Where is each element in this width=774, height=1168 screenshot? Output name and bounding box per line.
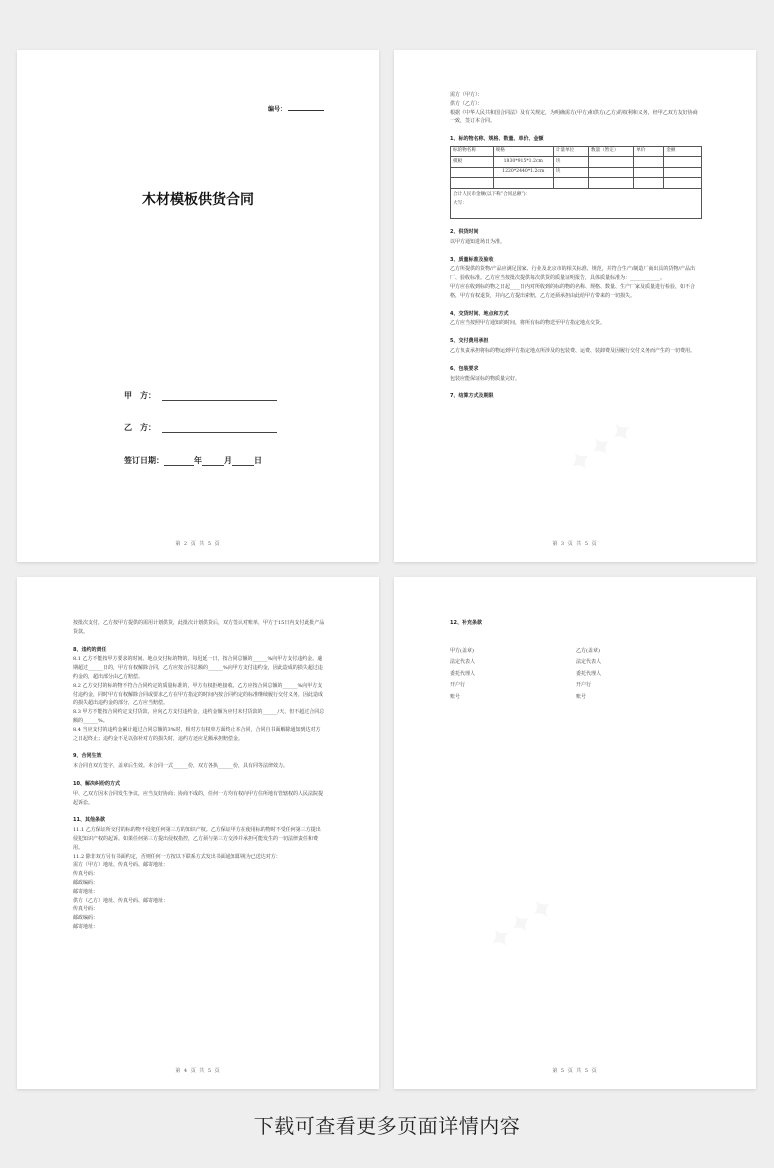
section-text: 甲、乙双方因本合同发生争议，应当友好协商；协商不成的，任何一方均有权向甲方住所地有管辖权的人民法院提起诉讼。 [73, 790, 324, 806]
signature-line: 委托代理人 [576, 670, 602, 677]
year-label: 年 [194, 456, 202, 465]
signature-line: 开户行 [450, 682, 466, 689]
table-header-cell: 数量（暂定） [589, 146, 634, 157]
signature-line: 开户行 [576, 682, 592, 689]
party-a-label: 甲 方： [124, 391, 156, 400]
contact-line: 传真号码： [73, 906, 99, 913]
table-cell [589, 157, 634, 168]
section-text: 乙方所提供的货物/产品应满足国家、行业及北京市的相关标准、规范，并符合生产/制造厂商出具的货物/产品出厂、验收标准。乙方应当按批次提供每次供货的质量证明报告，具体质量标准为：____________。 [450, 266, 696, 282]
section-heading: 2、供货时间 [450, 228, 479, 235]
table-cell: 块 [553, 157, 588, 168]
signature-line: 法定代表人 [450, 659, 476, 666]
table-header-cell: 计量单位 [553, 146, 588, 157]
total-amount-line: 合计人民币金额(以下称“合同总额”)： [453, 191, 531, 197]
section-text: 本合同自双方签字，盖章后生效。本合同一式______份，双方各执______份，具有同等法律效力。 [73, 763, 289, 770]
table-cell [553, 178, 588, 189]
contact-line: 邮寄地址： [73, 888, 99, 895]
table-cell [589, 167, 634, 178]
signature-block [450, 646, 702, 704]
signature-line: 甲方(盖章) [450, 647, 474, 654]
section-text: 甲方应在收到标的物之日起____日内对所收到的标的物的名称、规格、数量、生产厂家及质量进行检验，如不合格，甲方有权退货，并向乙方提出索赔，乙方还须承担由此给甲方带来的一切损失。 [450, 283, 696, 299]
table-row [451, 178, 702, 189]
page-3-content [450, 91, 702, 402]
section-heading: 6、包装要求 [450, 365, 479, 372]
table-cell [634, 178, 664, 189]
section-heading: 5、交付费用承担 [450, 338, 489, 345]
table-cell [451, 178, 494, 189]
sign-date-label: 签订日期： [124, 456, 164, 465]
section-text: 11.1 乙方保证所交付的标的物不侵犯任何第三方的知识产权。乙方保证甲方在使用标的物时不受任何第三方提出侵犯知识产权的起诉。如果任何第三方提出侵权指控，乙方须与第三方交涉并承担可能发生的一切法律责任和费用。 [73, 827, 321, 851]
section-text: 8.2 乙方交付的标的物不符合合同约定的质量标准的，甲方有权拒绝接收。乙方应按合同总额的______%向甲方支付违约金，同时甲方有权解除合同或要求乙方在甲方指定的时间内按合同约定的标准继续履行交付义务，因此造成的损失超出违约金的部分，乙方应当赔偿。 [73, 682, 324, 707]
section-text: 乙方应当按照甲方通知的时间，将所有标的物送至甲方指定地点交货。 [450, 320, 606, 327]
party-b-line [162, 425, 277, 433]
page-footer: 第 4 页 共 5 页 [175, 1068, 221, 1074]
intro-line: 需方（甲方）： [450, 92, 483, 98]
table-cell [589, 178, 634, 189]
page-5-content [450, 619, 702, 703]
section-text: 8.3 甲方不能按合同约定支付货款，应向乙方支付违约金，违约金额为应付未付货款的______/天，但不超过合同总额的______%。 [73, 709, 325, 724]
party-b-row [124, 422, 277, 433]
table-header-cell: 单价 [634, 146, 664, 157]
contract-page-4 [17, 577, 379, 1089]
table-cell: 模板 [451, 157, 494, 168]
month-blank [202, 458, 224, 466]
page-footer: 第 3 页 共 5 页 [552, 541, 598, 547]
table-cell [664, 167, 702, 178]
table-cell [664, 157, 702, 168]
contract-number-line [288, 110, 324, 111]
table-cell [634, 167, 664, 178]
signature-line: 账号 [576, 693, 587, 700]
party-a-line [162, 393, 277, 401]
sign-date-row [124, 455, 262, 466]
contact-line: 需方（甲方）地址、传真号码、邮寄地址： [73, 862, 169, 869]
table-header-cell: 规格 [493, 146, 553, 157]
contact-line: 传真号码： [73, 871, 99, 878]
contact-line: 邮政编码： [73, 879, 99, 886]
table-row [451, 167, 702, 178]
section-heading: 1、标的物名称、规格、数量、单价、金额 [450, 136, 544, 143]
table-header-cell: 标的物名称 [451, 146, 494, 157]
section-text: 按批次支付，乙方按甲方提供的需用计划供货，此批次计划供货后，双方签认对账单，甲方于15日内支付此批产品货款。 [73, 620, 325, 635]
contact-line: 邮寄地址： [73, 923, 99, 930]
section-text: 包装应能保证标的物质量完好。 [450, 375, 521, 382]
section-text: 以甲方通知进场日为准。 [450, 238, 506, 245]
section-heading: 10、解决纠纷的方式 [73, 780, 120, 787]
party-a-signature [450, 646, 576, 704]
goods-table [450, 146, 702, 219]
table-total-cell [451, 188, 702, 218]
watermark [561, 412, 643, 484]
signature-line: 法定代表人 [576, 659, 602, 666]
section-heading: 9、合同生效 [73, 753, 102, 760]
table-cell: 块 [553, 167, 588, 178]
table-header-row [451, 146, 702, 157]
table-cell [634, 157, 664, 168]
day-label: 日 [254, 456, 262, 465]
year-blank [164, 458, 194, 466]
intro-line: 供方（乙方）： [450, 100, 483, 107]
table-cell: 1220*2440*1.2cm [493, 167, 553, 178]
contact-line: 邮政编码： [73, 915, 99, 922]
day-blank [232, 458, 254, 466]
contract-number [268, 104, 324, 113]
signature-line: 乙方(盖章) [576, 647, 600, 654]
intro-line: 根据《中华人民共和国合同法》及有关规定，为明确需方(甲方)和供方(乙方)的权利和义务，经甲乙双方友好协商一致，签订本合同。 [450, 109, 698, 125]
table-cell [451, 167, 494, 178]
table-cell [664, 178, 702, 189]
contract-page-cover [17, 50, 379, 562]
signature-line: 委托代理人 [450, 670, 476, 677]
page-footer: 第 2 页 共 5 页 [175, 541, 221, 547]
page-footer: 第 5 页 共 5 页 [552, 1068, 598, 1074]
download-caption: 下载可查看更多页面详情内容 [253, 1114, 521, 1138]
section-heading: 12、补充条款 [450, 620, 482, 626]
section-heading: 7、结算方式及期限 [450, 393, 494, 400]
section-heading: 4、交货时间、地点和方式 [450, 310, 509, 317]
total-capital-line: 大写： [453, 200, 467, 206]
contact-line: 供方（乙方）地址、传真号码、邮寄地址： [73, 897, 169, 904]
contract-number-label: 编号： [267, 106, 286, 113]
section-text: 8.4 当应支付的违约金累计超过合同总额的3%时，相对方有权单方面终止本合同，合同自书面解除通知到达对方之日起终止；违约金不足以弥补对方的损失时，违约方还应足额承担赔偿金。 [73, 726, 321, 742]
contract-page-5 [394, 577, 756, 1089]
watermark [481, 889, 563, 961]
page-4-content [73, 619, 325, 932]
contract-title: 木材模板供货合同 [142, 192, 254, 208]
section-heading: 8、违约的责任 [73, 646, 107, 653]
signature-line: 账号 [450, 693, 461, 700]
section-heading: 11、其他条款 [73, 817, 105, 824]
section-text: 乙方负责承担将标的物运到甲方指定地点所涉及的包装费、运费、装卸费及因履行交付义务而产生的一切费用。 [450, 347, 696, 354]
party-b-label: 乙 方： [124, 423, 156, 432]
table-cell [493, 178, 553, 189]
section-text: 11.2 除非双方另有书面约定，否则任何一方按以下联系方式发出书面通知即视为已送达对方： [73, 853, 281, 860]
party-b-signature [576, 646, 702, 704]
section-heading: 3、质量标准及验收 [450, 256, 494, 263]
section-text: 8.1 乙方不能按甲方要求的时间、地点交付标的物的，每迟延一日，按合同总额的______%向甲方支付违约金。逾期超过______日的，甲方有权解除合同，乙方应按合同总额的______%向甲方支付违约金，因此造成的损失超过违约金的，超出部分由乙方赔偿。 [73, 656, 323, 680]
table-row [451, 157, 702, 168]
table-header-cell: 金额 [664, 146, 702, 157]
table-total-row [451, 188, 702, 218]
party-a-row [124, 390, 277, 401]
month-label: 月 [224, 456, 232, 465]
table-cell: 1830*915*1.2cm [493, 157, 553, 168]
contract-page-3 [394, 50, 756, 562]
